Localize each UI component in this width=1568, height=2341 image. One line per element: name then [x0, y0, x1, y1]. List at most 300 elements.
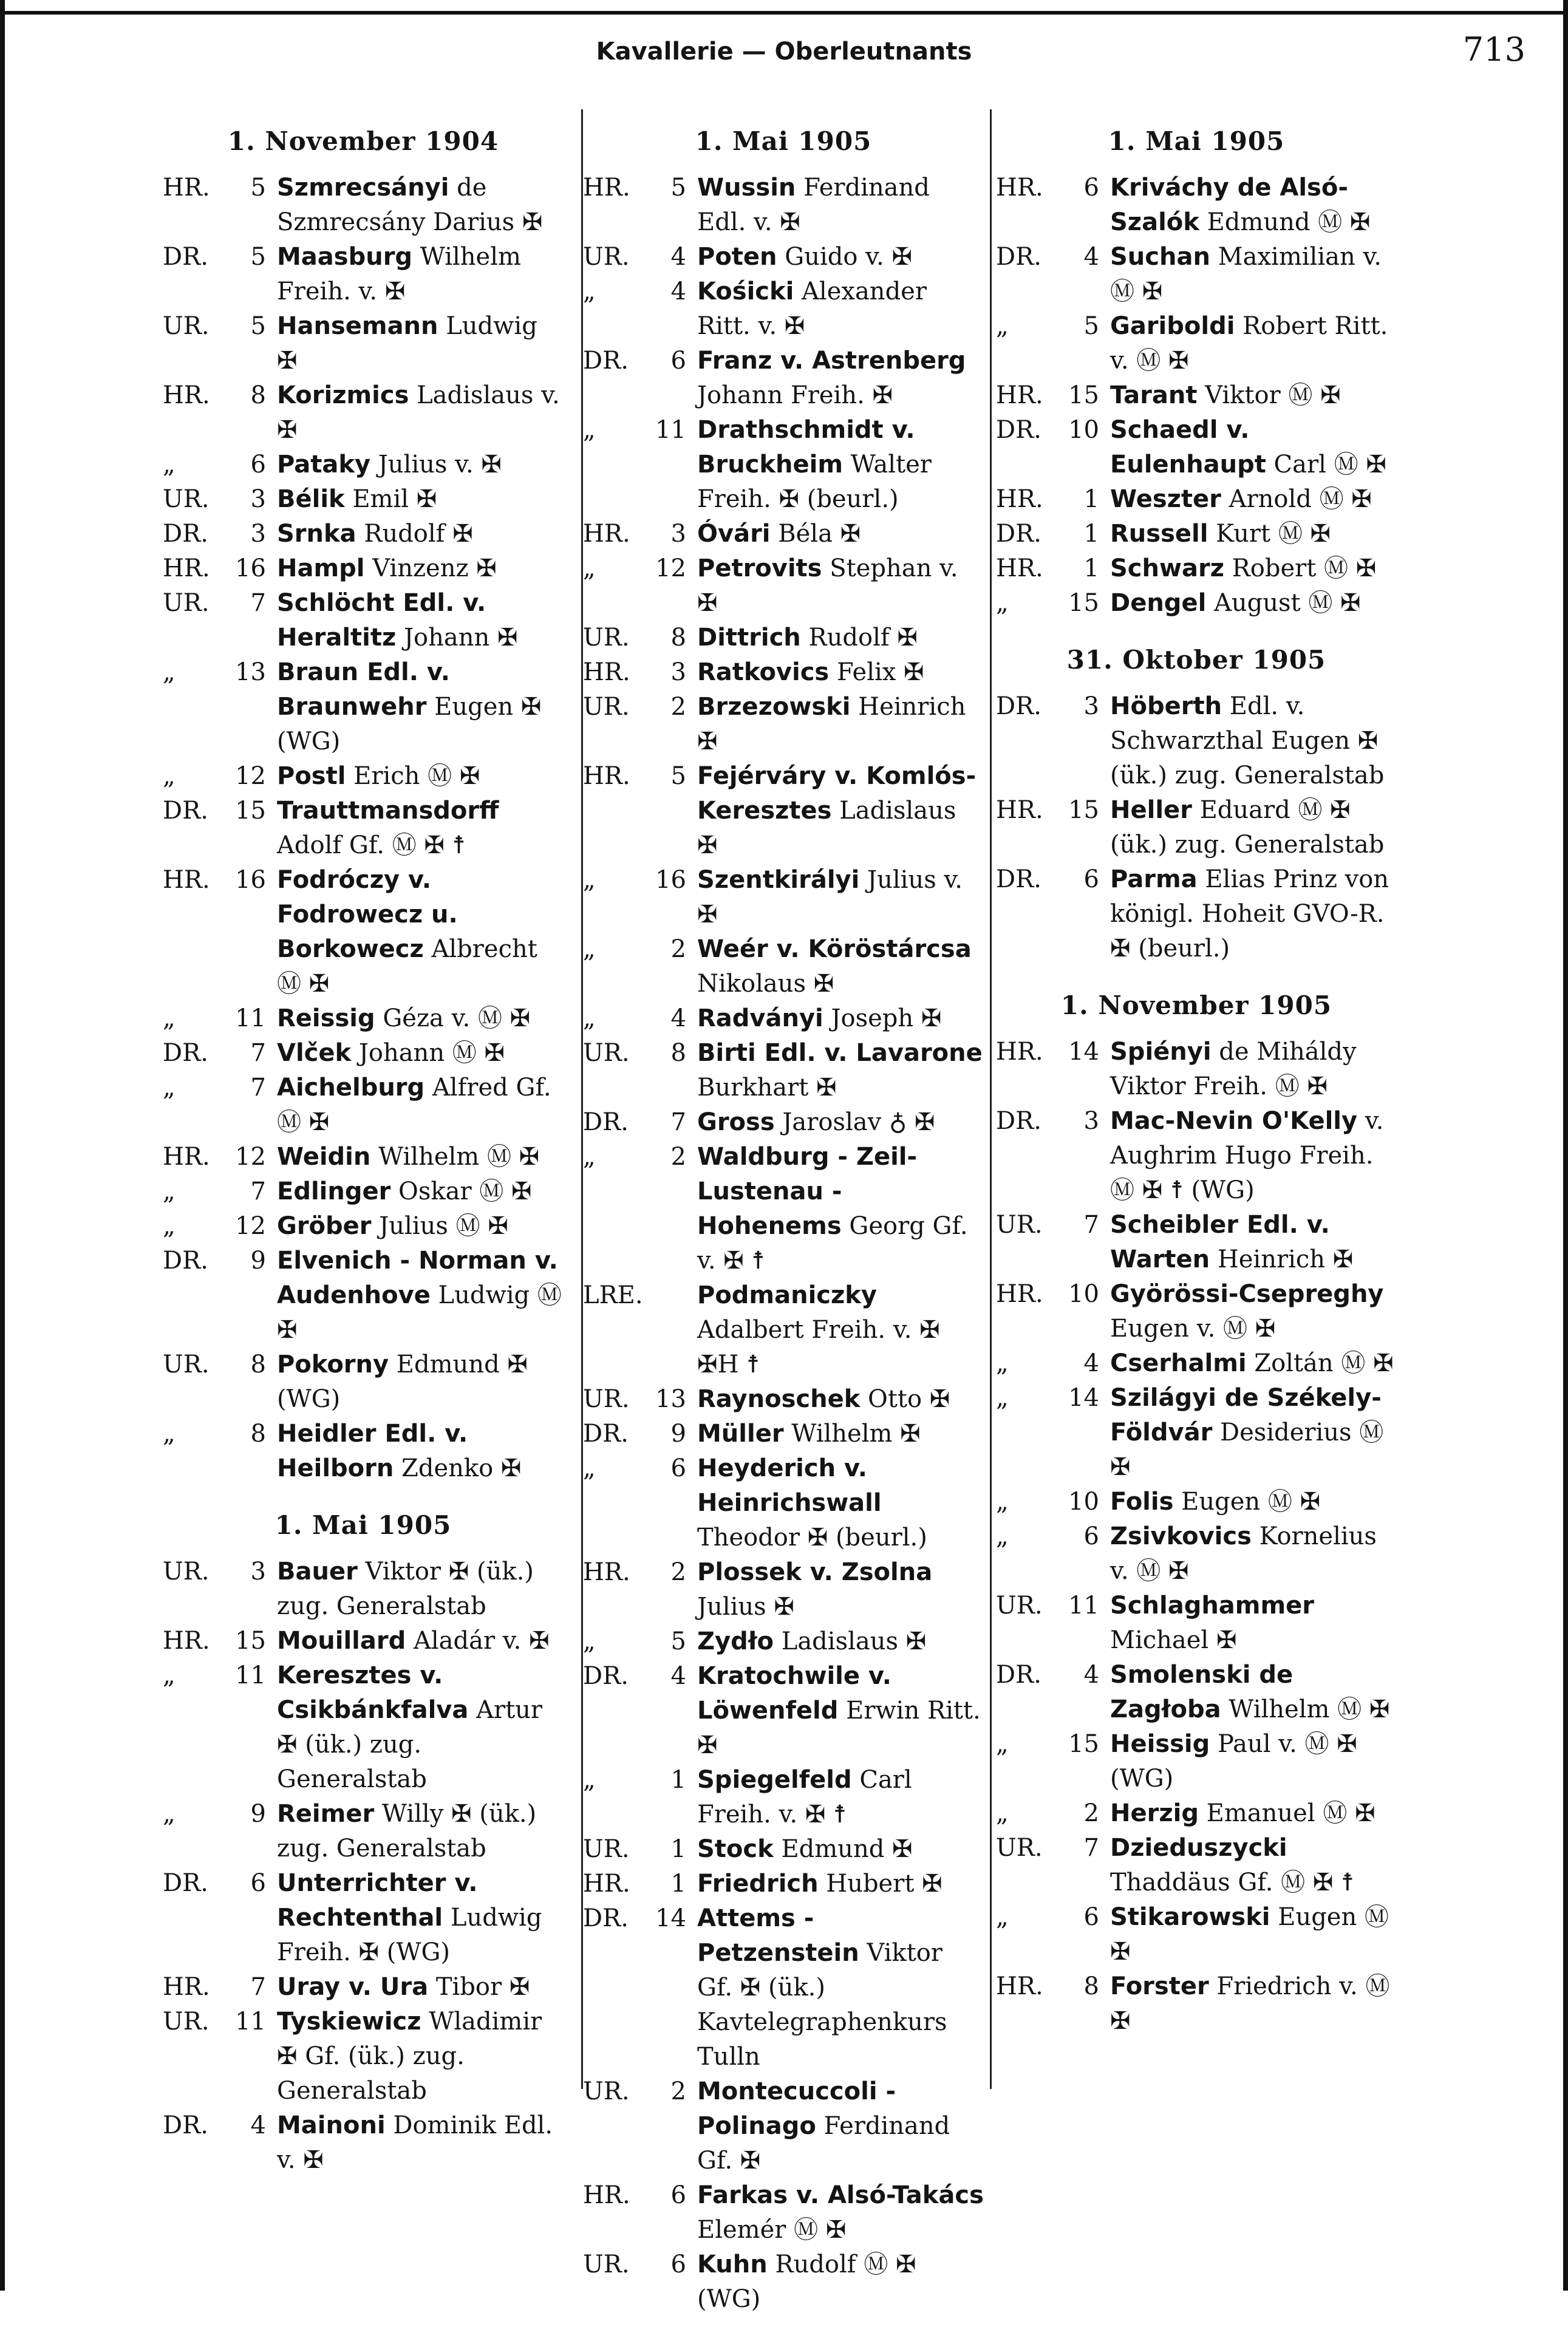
officer-surname: Birti Edl. v. Lavarone [697, 1039, 983, 1067]
regiment-number: 14 [655, 1904, 686, 1932]
officer-entry [277, 1970, 564, 2005]
list-item [996, 1208, 1397, 1277]
officer-details: Eugen Ⓜ ✠ [1110, 1903, 1389, 1966]
regiment-type: HR. [583, 174, 630, 202]
regiment-type: UR. [163, 485, 210, 513]
regiment-number: 5 [670, 174, 686, 202]
list-item [996, 1519, 1397, 1589]
officer-entry [697, 1140, 984, 1278]
regiment-type: „ [583, 935, 596, 963]
list-item [996, 1346, 1397, 1381]
regiment-number: 13 [235, 658, 266, 686]
section [163, 126, 564, 1486]
officer-details: Elias Prinz von königl. Hoheit GVO-R. ✠ (beurl.) [1110, 865, 1389, 963]
list-item [163, 1866, 564, 1970]
officer-surname: Montecuccoli - Polinago [697, 2077, 896, 2140]
section [996, 645, 1397, 966]
regiment-type: DR. [996, 692, 1041, 720]
officer-entry [697, 690, 984, 759]
list-item [163, 1209, 564, 1244]
list-item [583, 274, 984, 344]
list-item [583, 413, 984, 517]
regiment-type: DR. [163, 2111, 208, 2139]
officer-details: Elemér Ⓜ ✠ [697, 2216, 847, 2244]
list-item [583, 2074, 984, 2178]
list-item [996, 1796, 1397, 1831]
regiment-type: HR. [996, 381, 1043, 409]
regiment-number: 6 [670, 1454, 686, 1482]
regiment-type: HR. [996, 485, 1043, 513]
officer-entry [697, 1451, 984, 1555]
regiment-type: DR. [583, 1662, 629, 1690]
officer-details: Tibor ✠ [428, 1973, 530, 2001]
regiment-type: „ [996, 1522, 1009, 1550]
list-item [583, 1001, 984, 1036]
officer-details: Eugen ✠ (WG) [277, 693, 542, 755]
regiment-number: 4 [670, 243, 686, 271]
officer-details: Julius v. ✠ [370, 451, 502, 479]
regiment-type: HR. [996, 1972, 1043, 2000]
officer-details: Eugen Ⓜ ✠ [1173, 1488, 1321, 1516]
regiment-type: HR. [583, 762, 630, 790]
officer-surname: Ratkovics [697, 658, 830, 686]
officer-details: Paul v. Ⓜ ✠ (WG) [1110, 1730, 1357, 1793]
list-item [163, 482, 564, 517]
officer-entry [1110, 1969, 1397, 2039]
list-item [163, 794, 564, 863]
regiment-type: „ [163, 451, 176, 479]
officer-details: Jaroslav ♁ ✠ [774, 1108, 935, 1136]
regiment-type: „ [163, 1420, 176, 1448]
officer-surname: Heidler Edl. v. Heilborn [277, 1420, 468, 1482]
officer-details: Erich Ⓜ ✠ [346, 762, 480, 790]
officer-entry [697, 2074, 984, 2178]
list-item [583, 655, 984, 690]
regiment-type: DR. [583, 1420, 629, 1448]
officer-entry [277, 1140, 564, 1174]
officer-details: Carl Ⓜ ✠ [1266, 451, 1386, 479]
officer-entry [1110, 1900, 1397, 1969]
list-item [163, 863, 564, 1001]
officer-details: Aladár v. ✠ [406, 1627, 550, 1655]
officer-entry [277, 551, 564, 586]
officer-details: Ludwig Ⓜ ✠ [277, 1281, 562, 1344]
regiment-number: 6 [1083, 865, 1099, 893]
regiment-type: DR. [163, 1869, 208, 1897]
officer-details: Johann ✠ [396, 624, 518, 652]
list-item [583, 1555, 984, 1624]
regiment-number: 2 [1083, 1799, 1099, 1827]
officer-details: Maximilian v. Ⓜ ✠ [1110, 243, 1382, 305]
list-item [583, 551, 984, 621]
officer-details: Heinrich ✠ [697, 693, 966, 755]
regiment-number: 10 [1068, 416, 1099, 444]
regiment-type: UR. [996, 1834, 1043, 1862]
officer-entry [1110, 482, 1397, 517]
list-item [996, 689, 1397, 793]
officer-details: Ladislaus ✠ [774, 1627, 927, 1655]
officer-surname: Stikarowski [1110, 1903, 1270, 1931]
officer-surname: Keresztes v. Csikbánkfalva [277, 1661, 469, 1724]
list-item [163, 1244, 564, 1348]
regiment-number: 3 [1083, 1107, 1099, 1135]
regiment-number: 4 [250, 2111, 266, 2139]
officer-entry [1110, 1727, 1397, 1796]
officer-entry [697, 932, 984, 1001]
officer-surname: Weszter [1110, 485, 1221, 513]
list-item [996, 1104, 1397, 1208]
officer-surname: Radványi [697, 1004, 823, 1032]
officer-details: Kurt Ⓜ ✠ [1208, 520, 1331, 548]
regiment-number: 4 [1083, 1661, 1099, 1689]
officer-details: Edmund Ⓜ ✠ [1199, 208, 1371, 236]
officer-entry [1110, 689, 1397, 793]
page-number: 713 [1462, 30, 1525, 69]
officer-entry [697, 2247, 984, 2317]
officer-details: Julius ✠ [697, 1593, 794, 1621]
officer-details: Ludwig Freih. ✠ (WG) [277, 1904, 542, 1966]
officer-details: Viktor Gf. ✠ (ük.) Kavtelegraphenkurs Tulln [697, 1939, 947, 2071]
regiment-type: „ [996, 1903, 1009, 1931]
officer-details: Nikolaus ✠ [697, 970, 834, 998]
regiment-number: 3 [250, 1558, 266, 1586]
regiment-number: 11 [235, 2008, 266, 2036]
list-item [996, 1831, 1397, 1900]
officer-entry [697, 517, 984, 551]
officer-entry [697, 1763, 984, 1832]
regiment-number: 7 [250, 589, 266, 617]
regiment-number: 2 [670, 935, 686, 963]
regiment-type: HR. [996, 1038, 1043, 1066]
regiment-number: 7 [250, 1177, 266, 1205]
list-item [583, 1417, 984, 1451]
list-item [996, 517, 1397, 551]
column-divider [990, 109, 992, 2089]
officer-entry [1110, 1208, 1397, 1277]
regiment-type: DR. [583, 1904, 629, 1932]
officer-surname: Mouillard [277, 1627, 406, 1655]
officer-details: Theodor ✠ (beurl.) [697, 1524, 927, 1552]
officer-details: Ferdinand Gf. ✠ [697, 2112, 950, 2175]
page-title: Kavallerie — Oberleutnants [596, 38, 972, 66]
scan-edge-right [1563, 0, 1568, 2291]
regiment-type: HR. [996, 174, 1043, 202]
officer-surname: Zsivkovics [1110, 1522, 1252, 1550]
officer-details: Friedrich v. Ⓜ ✠ [1110, 1972, 1390, 2035]
officer-surname: Heller [1110, 796, 1192, 824]
officer-surname: Poten [697, 243, 777, 271]
list-item [996, 1485, 1397, 1519]
regiment-type: „ [163, 1661, 176, 1689]
officer-entry [277, 1036, 564, 1071]
regiment-number: 6 [1083, 1522, 1099, 1550]
officer-entry [277, 378, 564, 448]
officer-entry [277, 240, 564, 309]
regiment-type: UR. [996, 1592, 1043, 1620]
officer-entry [697, 344, 984, 413]
officer-entry [277, 1174, 564, 1209]
officer-details: Thaddäus Gf. Ⓜ ✠ ☨ [1110, 1869, 1354, 1896]
officer-details: Ferdinand Edl. v. ✠ [697, 174, 930, 236]
column-left [163, 115, 564, 2202]
officer-surname: Fodróczy v. Fodrowecz u. Borkowecz [277, 866, 458, 963]
regiment-number: 1 [670, 1766, 686, 1794]
officer-details: Rudolf ✠ [800, 624, 918, 652]
officer-surname: Maasburg [277, 243, 413, 271]
regiment-type: UR. [583, 1385, 630, 1413]
list-item [163, 171, 564, 240]
officer-entry [1110, 1831, 1397, 1900]
officer-surname: Szilágyi de Székely-Földvár [1110, 1384, 1382, 1447]
list-item [163, 1001, 564, 1036]
officer-surname: Forster [1110, 1972, 1209, 2000]
list-item [163, 1036, 564, 1071]
list-item [583, 1901, 984, 2074]
officer-surname: Friedrich [697, 1870, 819, 1898]
regiment-type: „ [583, 1627, 596, 1655]
regiment-number: 16 [235, 866, 266, 894]
officer-entry [697, 1278, 984, 1382]
regiment-number: 4 [670, 278, 686, 305]
regiment-type: „ [163, 1800, 176, 1828]
regiment-type: DR. [996, 520, 1041, 548]
regiment-number: 3 [670, 520, 686, 548]
regiment-number: 6 [670, 2251, 686, 2278]
officer-entry [277, 1417, 564, 1486]
officer-details: Emanuel Ⓜ ✠ [1198, 1799, 1375, 1827]
officer-surname: Raynoschek [697, 1385, 861, 1413]
scan-edge-left [0, 0, 5, 2291]
regiment-type: „ [583, 554, 596, 582]
regiment-number: 3 [250, 485, 266, 513]
list-item [163, 586, 564, 655]
officer-details: Alfred Gf. Ⓜ ✠ [277, 1074, 551, 1136]
officer-details: Adalbert Freih. v. ✠ ✠H ☨ [697, 1316, 940, 1378]
regiment-type: HR. [163, 1973, 210, 2001]
officer-entry [277, 1624, 564, 1658]
regiment-number: 8 [250, 1420, 266, 1448]
regiment-type: „ [996, 1488, 1009, 1516]
list-item [583, 1105, 984, 1140]
officer-details: Johann Ⓜ ✠ [351, 1039, 505, 1067]
officer-entry [1110, 862, 1397, 966]
officer-details: Wilhelm Ⓜ ✠ [370, 1143, 540, 1171]
list-item [163, 1140, 564, 1174]
regiment-type: „ [583, 416, 596, 444]
officer-details: Julius v. ✠ [697, 866, 963, 929]
regiment-type: „ [163, 1004, 176, 1032]
officer-entry [697, 240, 984, 274]
officer-surname: Müller [697, 1420, 784, 1448]
regiment-type: HR. [163, 1627, 210, 1655]
officer-surname: Óvári [697, 520, 771, 548]
regiment-number: 7 [250, 1973, 266, 2001]
officer-entry [1110, 586, 1397, 621]
officer-entry [277, 2108, 564, 2178]
regiment-number: 15 [1068, 1730, 1099, 1758]
regiment-number: 15 [235, 1627, 266, 1655]
regiment-number: 1 [1083, 554, 1099, 582]
regiment-number: 3 [670, 658, 686, 686]
officer-surname: Gröber [277, 1212, 372, 1240]
officer-surname: Folis [1110, 1488, 1174, 1516]
regiment-number: 5 [250, 312, 266, 340]
officer-entry [277, 171, 564, 240]
list-item [583, 1382, 984, 1417]
officer-surname: Kriváchy de Alsó-Szalók [1110, 174, 1348, 236]
officer-details: Carl Freih. v. ✠ ☨ [697, 1766, 912, 1828]
regiment-number: 6 [1083, 1903, 1099, 1931]
regiment-number: 11 [1068, 1592, 1099, 1620]
officer-details: August Ⓜ ✠ [1206, 589, 1361, 617]
regiment-type: „ [163, 1177, 176, 1205]
regiment-type: „ [583, 866, 596, 894]
regiment-type: DR. [996, 865, 1041, 893]
officer-entry [277, 1555, 564, 1624]
section [583, 126, 984, 2317]
regiment-number: 4 [670, 1662, 686, 1690]
officer-surname: Weidin [277, 1143, 371, 1171]
list-item [583, 1659, 984, 1763]
regiment-number: 15 [1068, 381, 1099, 409]
list-item [163, 517, 564, 551]
officer-surname: Hampl [277, 554, 365, 582]
regiment-number: 7 [1083, 1834, 1099, 1862]
regiment-type: HR. [996, 796, 1043, 824]
officer-surname: Trauttmansdorff [277, 797, 499, 825]
officer-surname: Kratochwile v. Löwenfeld [697, 1662, 891, 1725]
regiment-type: LRE. [583, 1281, 643, 1309]
officer-details: Emil ✠ [344, 485, 437, 513]
officer-details: Hubert ✠ [818, 1870, 943, 1898]
officer-details: Rudolf ✠ [356, 520, 473, 548]
officer-surname: Schlaghammer [1110, 1592, 1315, 1620]
officer-entry [277, 1658, 564, 1797]
regiment-number: 8 [250, 1351, 266, 1378]
regiment-type: DR. [996, 416, 1041, 444]
regiment-type: HR. [583, 1558, 630, 1586]
officer-details: Eugen v. Ⓜ ✠ [1110, 1315, 1276, 1343]
officer-entry [1110, 1346, 1397, 1381]
regiment-type: DR. [996, 1107, 1041, 1135]
regiment-type: HR. [996, 1280, 1043, 1308]
officer-details: Ladislaus v. ✠ [277, 381, 560, 444]
officer-surname: Spiényi [1110, 1038, 1212, 1066]
officer-surname: Kośicki [697, 278, 794, 305]
officer-entry [277, 1001, 564, 1036]
list-item [583, 932, 984, 1001]
regiment-number: 3 [1083, 692, 1099, 720]
regiment-number: 11 [655, 416, 686, 444]
officer-surname: Dengel [1110, 589, 1207, 617]
regiment-type: „ [583, 278, 596, 305]
regiment-type: „ [583, 1766, 596, 1794]
regiment-type: HR. [583, 1870, 630, 1898]
list-item [996, 1589, 1397, 1658]
officer-details: Georg Gf. v. ✠ ☨ [697, 1212, 968, 1275]
list-item [583, 1278, 984, 1382]
regiment-type: DR. [996, 243, 1041, 271]
officer-entry [1110, 517, 1397, 551]
regiment-type: „ [163, 1212, 176, 1240]
list-item [163, 1174, 564, 1209]
officer-surname: Gross [697, 1108, 775, 1136]
officer-details: de Miháldy Viktor Freih. Ⓜ ✠ [1110, 1038, 1357, 1100]
officer-entry [697, 1036, 984, 1105]
officer-entry [697, 1382, 984, 1417]
officer-surname: Bélik [277, 485, 345, 513]
list-item [996, 1381, 1397, 1485]
officer-details: Michael ✠ [1110, 1626, 1237, 1654]
officer-surname: Braun Edl. v. Braunwehr [277, 658, 450, 721]
list-item [996, 1035, 1397, 1104]
regiment-type: UR. [996, 1211, 1043, 1239]
regiment-type: UR. [163, 2008, 210, 2036]
officer-surname: Russell [1110, 520, 1208, 548]
regiment-number: 8 [670, 1039, 686, 1067]
officer-entry [277, 655, 564, 759]
officer-surname: Franz v. Astrenberg [697, 347, 966, 375]
regiment-number: 6 [670, 347, 686, 375]
list-item [996, 1658, 1397, 1727]
officer-surname: Schlöcht Edl. v. Heraltitz [277, 589, 486, 652]
officer-surname: Edlinger [277, 1177, 391, 1205]
regiment-number: 3 [250, 520, 266, 548]
list-item [583, 759, 984, 863]
officer-entry [697, 1001, 984, 1036]
list-item [583, 2178, 984, 2247]
officer-surname: Pokorny [277, 1351, 389, 1378]
officer-details: v. Aughrim Hugo Freih. Ⓜ ✠ ☨ (WG) [1110, 1107, 1384, 1204]
officer-entry [277, 1209, 564, 1244]
officer-entry [277, 1797, 564, 1866]
list-item [996, 862, 1397, 966]
column-middle [583, 115, 984, 2341]
regiment-number: 5 [1083, 312, 1099, 340]
officer-entry [277, 309, 564, 378]
section [996, 126, 1397, 621]
list-item [996, 1969, 1397, 2039]
regiment-number: 6 [250, 1869, 266, 1897]
list-item [163, 1658, 564, 1797]
officer-details: Ludwig ✠ [277, 312, 537, 375]
list-item [583, 1036, 984, 1105]
officer-surname: Höberth [1110, 692, 1222, 720]
list-item [996, 482, 1397, 517]
officer-surname: Podmaniczky [697, 1281, 877, 1309]
officer-entry [277, 1244, 564, 1348]
regiment-number: 1 [1083, 485, 1099, 513]
officer-details: Wilhelm Ⓜ ✠ [1221, 1695, 1390, 1723]
list-item [996, 240, 1397, 309]
officer-entry [697, 1105, 984, 1140]
officer-surname: Postl [277, 762, 346, 790]
officer-details: Géza v. Ⓜ ✠ [375, 1004, 531, 1032]
regiment-number: 16 [655, 866, 686, 894]
officer-surname: Szmrecsányi [277, 174, 449, 202]
regiment-number: 7 [250, 1039, 266, 1067]
officer-entry [1110, 309, 1397, 378]
officer-details: Béla ✠ [770, 520, 861, 548]
regiment-type: HR. [163, 174, 210, 202]
officer-entry [1110, 171, 1397, 240]
officer-entry [1110, 793, 1397, 862]
officer-details: Felix ✠ [829, 658, 924, 686]
list-item [583, 1140, 984, 1278]
officer-entry [697, 2178, 984, 2247]
list-item [996, 793, 1397, 862]
regiment-number [655, 1278, 686, 1382]
